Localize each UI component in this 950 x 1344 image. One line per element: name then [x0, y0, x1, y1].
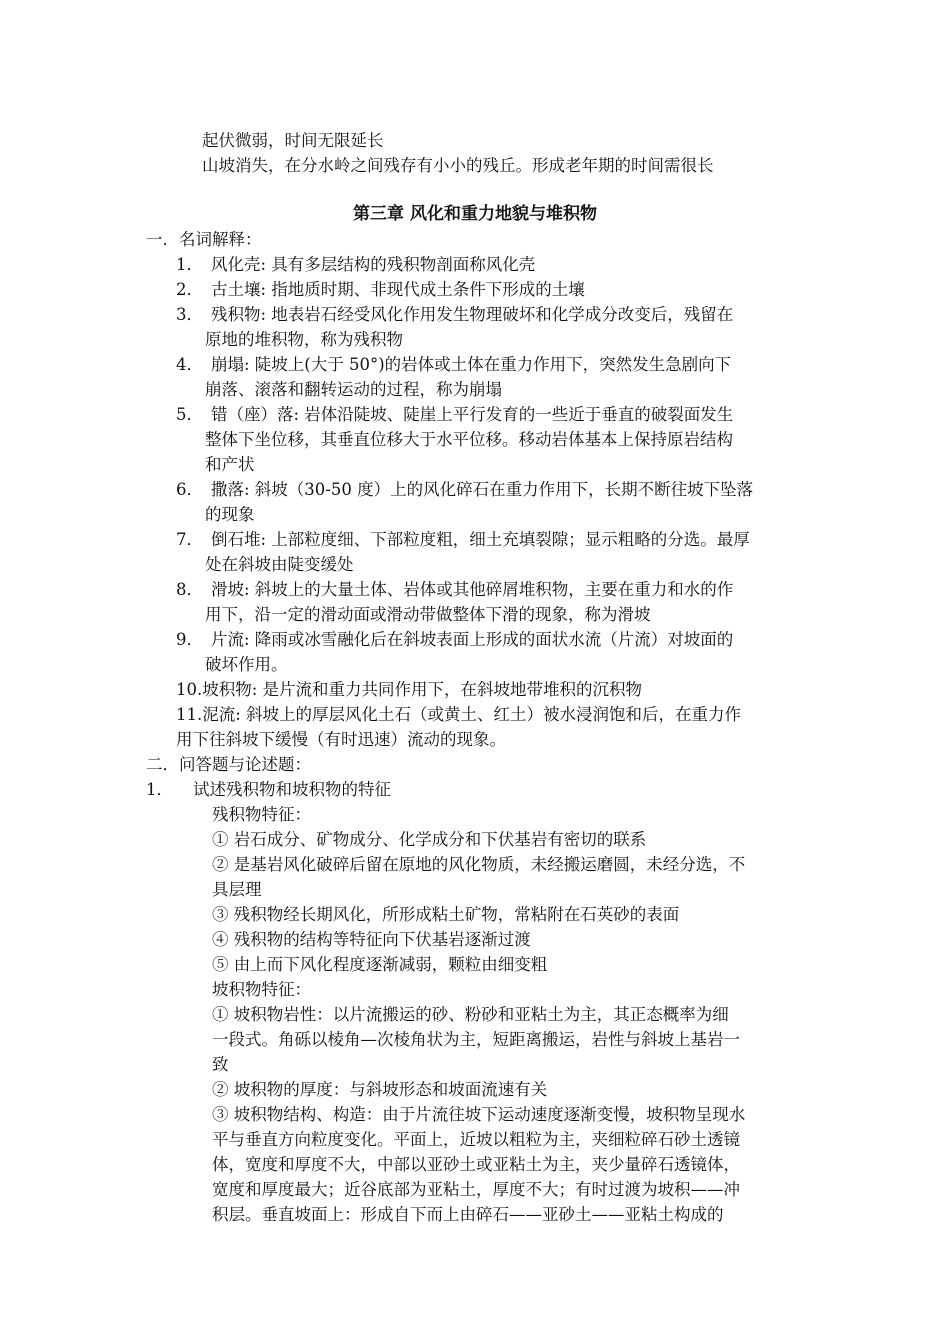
term-item-line: 残积物: 地表岩石经受风化作用发生物理破坏和化学成分改变后，残留在	[211, 305, 734, 324]
term-item-line: 倒石堆: 上部粒度细、下部粒度粗，细土充填裂隙；显示粗略的分选。最厚	[211, 530, 750, 549]
term-item-number: 7．	[176, 530, 203, 549]
chapter-title: 第三章 风化和重力地貌与堆积物	[353, 204, 597, 224]
residual-label: 残积物特征：	[212, 805, 311, 824]
term-item-number: 9．	[176, 630, 203, 649]
slope-line: 宽度和厚度最大；近谷底部为亚粘土，厚度不大；有时过渡为坡积——冲	[212, 1180, 740, 1199]
term-item-line: 10.坡积物: 是片流和重力共同作用下，在斜坡地带堆积的沉积物	[176, 680, 643, 699]
term-item-number: 2．	[176, 280, 203, 299]
term-item-line: 处在斜坡由陡变缓处	[205, 555, 354, 574]
term-item-number: 4．	[176, 355, 203, 374]
residual-line: ④ 残积物的结构等特征向下伏基岩逐渐过渡	[212, 930, 531, 949]
slope-line: 致	[212, 1055, 229, 1074]
question-number: 1．	[146, 780, 173, 799]
term-item-line: 滑坡: 斜坡上的大量土体、岩体或其他碎屑堆积物，主要在重力和水的作	[211, 580, 734, 599]
residual-line: ③ 残积物经长期风化，所形成粘土矿物，常粘附在石英砂的表面	[212, 905, 680, 924]
residual-line: 具层理	[212, 880, 262, 899]
slope-line: ① 坡积物岩性：以片流搬运的砂、粉砂和亚粘土为主，其正态概率为细	[212, 1005, 729, 1024]
slope-line: 平与垂直方向粒度变化。平面上，近坡以粗粒为主，夹细粒碎石砂土透镜	[212, 1130, 740, 1149]
term-item-line: 11.泥流: 斜坡上的厚层风化土石（或黄土、红土）被水浸润饱和后，在重力作	[176, 705, 742, 724]
term-item-line: 原地的堆积物，称为残积物	[205, 330, 403, 349]
term-item-line: 古土壤: 指地质时期、非现代成土条件下形成的土壤	[211, 280, 585, 299]
slope-line: ② 坡积物的厚度：与斜坡形态和坡面流速有关	[212, 1080, 548, 1099]
term-item-line: 整体下坐位移，其垂直位移大于水平位移。移动岩体基本上保持原岩结构	[205, 430, 733, 449]
term-item-line: 和产状	[205, 455, 255, 474]
slope-line: 体，宽度和厚度不大，中部以亚砂土或亚粘土为主，夹少量碎石透镜体，	[212, 1155, 740, 1174]
term-item-line: 破坏作用。	[205, 655, 288, 674]
term-item-number: 5．	[176, 405, 203, 424]
residual-line: ① 岩石成分、矿物成分、化学成分和下伏基岩有密切的联系	[212, 830, 647, 849]
residual-line: ② 是基岩风化破碎后留在原地的风化物质，未经搬运磨圆，未经分选，不	[212, 855, 746, 874]
intro-line-2: 山坡消失，在分水岭之间残存有小小的残丘。形成老年期的时间需很长	[202, 156, 714, 175]
term-item-line: 错（座）落: 岩体沿陡坡、陡崖上平行发育的一些近于垂直的破裂面发生	[211, 405, 734, 424]
term-item-number: 1．	[176, 255, 203, 274]
question-text: 试述残积物和坡积物的特征	[193, 780, 391, 799]
section-heading-questions: 二．问答题与论述题：	[146, 755, 311, 774]
term-item-line: 片流: 降雨或冰雪融化后在斜坡表面上形成的面状水流（片流）对坡面的	[211, 630, 734, 649]
term-item-line: 用下，沿一定的滑动面或滑动带做整体下滑的现象，称为滑坡	[205, 605, 651, 624]
term-item-number: 8．	[176, 580, 203, 599]
slope-line: 一段式。角砾以棱角—次棱角状为主，短距离搬运，岩性与斜坡上基岩一	[212, 1030, 740, 1049]
intro-line-1: 起伏微弱，时间无限延长	[202, 131, 384, 150]
term-item-line: 用下往斜坡下缓慢（有时迅速）流动的现象。	[176, 730, 506, 749]
residual-line: ⑤ 由上而下风化程度逐渐减弱，颗粒由细变粗	[212, 955, 548, 974]
slope-label: 坡积物特征：	[212, 980, 311, 999]
term-item-line: 的现象	[205, 505, 255, 524]
term-item-line: 风化壳: 具有多层结构的残积物剖面称风化壳	[211, 255, 536, 274]
slope-line: 积层。垂直坡面上：形成自下而上由碎石——亚砂土——亚粘土构成的	[212, 1205, 724, 1224]
term-item-line: 崩落、滚落和翻转运动的过程，称为崩塌	[205, 380, 502, 399]
term-item-line: 崩塌: 陡坡上(大于 50°)的岩体或土体在重力作用下，突然发生急剧向下	[211, 355, 732, 374]
section-heading-terms: 一．名词解释：	[146, 230, 262, 249]
term-item-line: 撒落: 斜坡（30-50 度）上的风化碎石在重力作用下，长期不断往坡下坠落	[211, 480, 754, 499]
slope-line: ③ 坡积物结构、构造：由于片流往坡下运动速度逐渐变慢，坡积物呈现水	[212, 1105, 746, 1124]
term-item-number: 3．	[176, 305, 203, 324]
term-item-number: 6．	[176, 480, 203, 499]
